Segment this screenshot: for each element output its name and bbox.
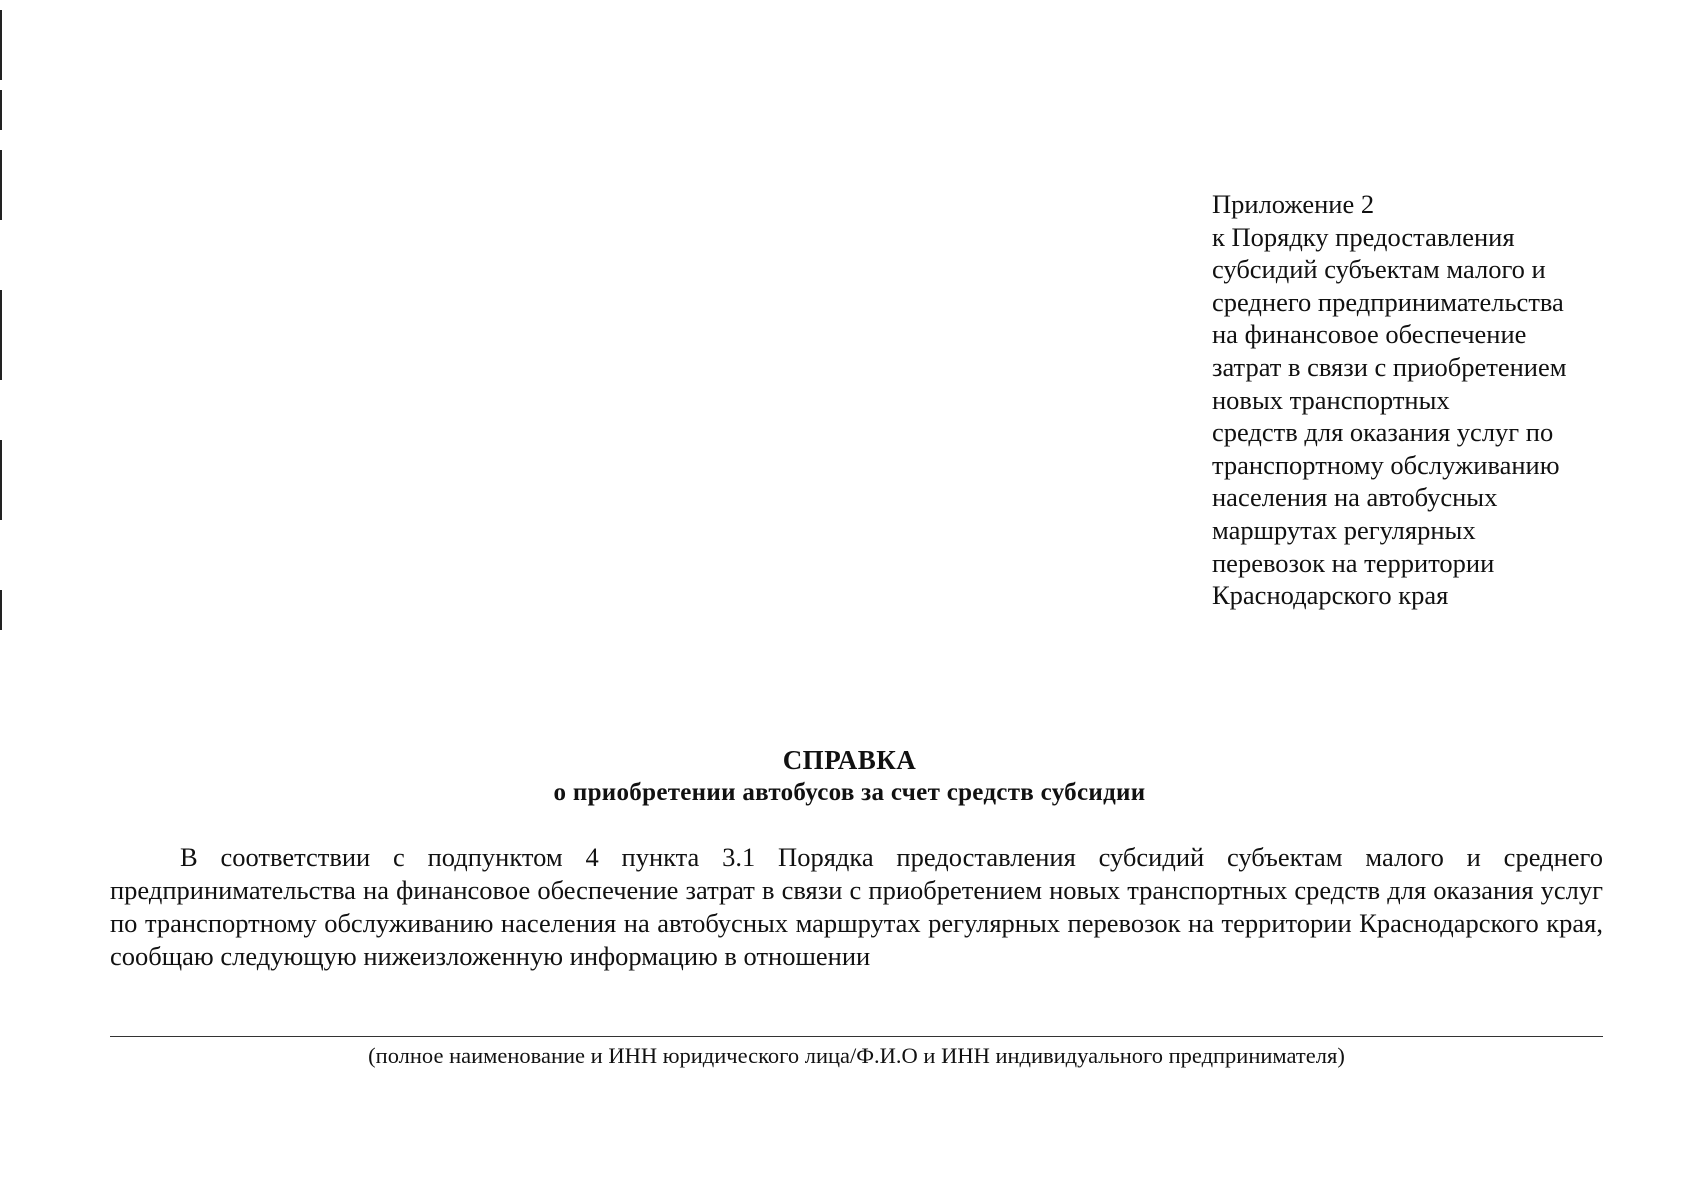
scan-edge-mark xyxy=(0,10,2,80)
appendix-line: маршрутах регулярных xyxy=(1212,514,1476,545)
fill-in-line xyxy=(110,1036,1603,1037)
scan-edge-mark xyxy=(0,90,2,130)
appendix-line: перевозок на территории xyxy=(1212,547,1495,578)
appendix-line: населения на автобусных xyxy=(1212,482,1498,513)
appendix-line: субсидий субъектам малого и xyxy=(1212,254,1546,285)
appendix-line: Приложение 2 xyxy=(1212,189,1375,219)
appendix-line: к Порядку предоставления xyxy=(1212,221,1515,252)
scan-edge-mark xyxy=(0,590,2,630)
scan-edge-mark xyxy=(0,440,2,520)
appendix-line: затрат в связи с приобретением xyxy=(1212,351,1567,382)
document-subtitle: о приобретении автобусов за счет средств субсидии xyxy=(553,779,1146,806)
appendix-line: транспортному обслуживанию xyxy=(1212,449,1560,480)
body-paragraph: В соответствии с подпунктом 4 пункта 3.1 Порядка предоставления субсидий субъектам малого и среднего предпринимательства на финансовое обеспечение затрат в связи с приобретением новых транспортных средств для оказания услуг по транспортному обслуживанию населения на автобусных маршрутах регулярных перевозок на территории Краснодарского края, сообщаю следующую нижеизложенную информацию в отношении xyxy=(110,842,1603,971)
appendix-line: новых транспортных xyxy=(1212,384,1450,415)
appendix-line: среднего предпринимательства xyxy=(1212,286,1564,317)
appendix-line: на финансовое обеспечение xyxy=(1212,319,1527,350)
scan-edge-mark xyxy=(0,150,2,220)
appendix-block xyxy=(1212,188,1682,612)
fill-in-caption: (полное наименование и ИНН юридического лица/Ф.И.О и ИНН индивидуального предпринимателя) xyxy=(368,1043,1345,1068)
scan-edge-mark xyxy=(0,290,2,380)
document-title-block xyxy=(0,743,1699,809)
document-title: СПРАВКА xyxy=(782,745,917,775)
appendix-line: Краснодарского края xyxy=(1212,580,1449,611)
appendix-line: средств для оказания услуг по xyxy=(1212,417,1554,448)
